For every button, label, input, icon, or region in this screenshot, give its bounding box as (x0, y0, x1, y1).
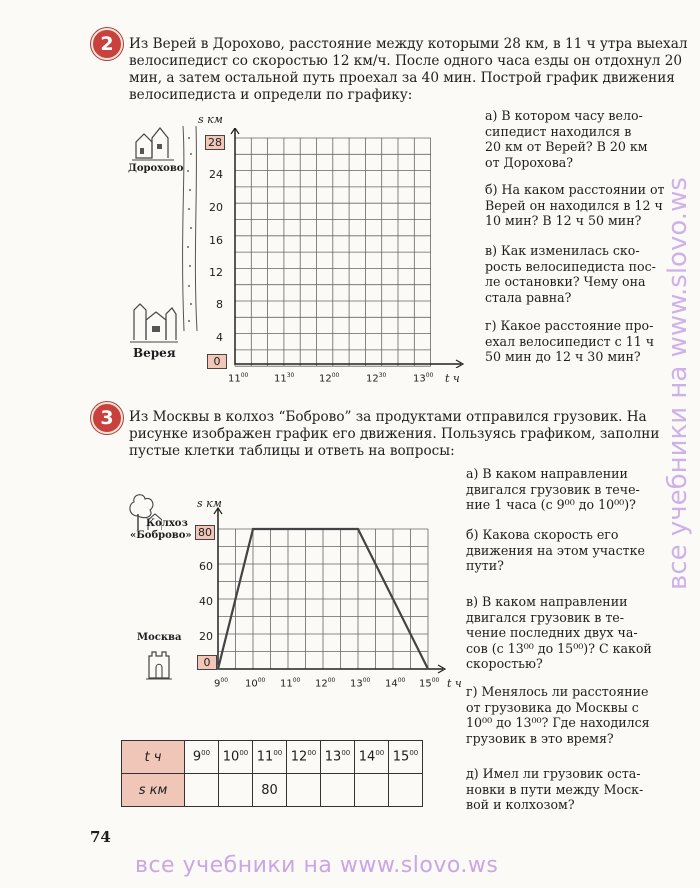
table-row-distance (122, 774, 423, 807)
chart3-data-point (287, 528, 289, 530)
table-cell-time: $10^{00}$ (219, 741, 253, 774)
problem-2-line: Из Верей в Дорохово, расстояние между которыми 28 км, в 11 ч утра выехал (129, 36, 688, 52)
chart2-grid (225, 128, 465, 368)
chart3-y-axis-label: s км (197, 497, 222, 510)
table-cell-distance[interactable]: 80 (253, 774, 287, 807)
chart3-data-point (217, 668, 219, 670)
chart2-y-tick: 20 (209, 201, 223, 214)
town-kolkhoz (130, 518, 192, 542)
problem-3-line: пустые клетки таблицы и ответь на вопросы: (129, 443, 455, 459)
table-cell-distance[interactable] (389, 774, 423, 807)
problem-3-question-a: а) В каком направлении двигался грузовик в тече- ние 1 часа (с 9⁰⁰ до 10⁰⁰)? (466, 466, 640, 512)
chart3-data-point (252, 528, 254, 530)
chart3-data-point (322, 528, 324, 530)
table-cell-time: $12^{00}$ (287, 741, 321, 774)
problem-2-line: мин, а затем остальной путь проехал за 40 мин. Построй график движения (129, 70, 675, 86)
vereya-town-icon (130, 300, 178, 344)
problem-2-question-d: г) Какое расстояние про- ехал велосипедист с 11 ч 50 мин до 12 ч 30 мин? (485, 318, 655, 364)
chart3-x-tick: $13^{00}$ (350, 677, 371, 690)
table-header-distance: s км (122, 774, 185, 807)
problem-3-question-e: д) Имел ли грузовик оста- новки в пути между Моск- вой и колхозом? (466, 766, 644, 812)
chart3-x-tick: $11^{00}$ (280, 677, 301, 690)
chart2-x-tick: $11^{30}$ (274, 372, 295, 385)
problem-2-line: велосипедиста и определи по графику: (129, 87, 413, 103)
time-distance-table (121, 740, 423, 807)
table-cell-time: $13^{00}$ (321, 741, 355, 774)
moscow-tower-icon (146, 646, 172, 680)
table-cell-distance[interactable] (185, 774, 219, 807)
chart2-y-tick: 8 (216, 298, 223, 311)
problem-3-text (129, 409, 669, 460)
chart2-y-zero-label: 0 (207, 354, 227, 369)
town-kolkhoz-line2: «Боброво» (130, 530, 192, 541)
chart3-y-top-label: 80 (195, 525, 215, 540)
problem-2-text (129, 36, 688, 104)
problem-3-line: Из Москвы в колхоз “Боброво” за продуктами отправился грузовик. На (129, 409, 647, 425)
problem-3-question-b: б) Какова скорость его движения на этом участке пути? (466, 527, 645, 573)
table-cell-time: $9^{00}$ (185, 741, 219, 774)
table-cell-time: $11^{00}$ (253, 741, 287, 774)
chart2-y-tick: 24 (209, 168, 223, 181)
table-cell-distance[interactable] (219, 774, 253, 807)
dorokhovo-village-icon (132, 124, 174, 162)
problem-3-badge: 3 (91, 402, 123, 434)
town-kolkhoz-line1: Колхоз (146, 518, 188, 529)
watermark-side: все учебники на www.slovo.ws (663, 177, 693, 590)
chart3-x-tick: $9^{00}$ (214, 677, 229, 690)
problem-2-question-b: б) На каком расстоянии от Верей он находился в 12 ч 10 мин? В 12 ч 50 мин? (485, 182, 665, 228)
chart2-x-tick: $12^{00}$ (319, 372, 340, 385)
problem-3-line: рисунке изображен график его движения. Пользуясь графиком, заполни (129, 426, 660, 442)
chart3-x-tick: $15^{00}$ (419, 677, 440, 690)
table-cell-distance[interactable] (355, 774, 389, 807)
problem-2-badge: 2 (91, 28, 123, 60)
chart3-y-zero-label: 0 (197, 655, 217, 670)
table-cell-time: $14^{00}$ (355, 741, 389, 774)
problem-2-line: велосипедист со скоростью 12 км/ч. После одного часа езды он отдохнул 20 (129, 53, 683, 69)
chart2-y-top-label: 28 (205, 135, 225, 150)
chart3-x-tick: $14^{00}$ (385, 677, 406, 690)
chart3-x-tick: $12^{00}$ (315, 677, 336, 690)
chart3-plot (212, 505, 447, 675)
chart3-x-axis-label: t ч (447, 677, 462, 690)
chart3-data-point (357, 528, 359, 530)
chart3-data-point (392, 598, 394, 600)
table-header-time: t ч (122, 741, 185, 774)
problem-3-question-d: г) Менялось ли расстояние от грузовика до Москвы с 10⁰⁰ до 13⁰⁰? Где находился грузовик в это время? (466, 684, 650, 746)
watermark-bottom: все учебники на www.slovo.ws (135, 853, 499, 878)
table-row-time (122, 741, 423, 774)
problem-2-question-a: а) В котором часу вело- сипедист находился в 20 км от Верей? В 20 км от Дорохова? (485, 108, 648, 170)
chart2-y-tick: 4 (216, 331, 223, 344)
chart2-x-axis-label: t ч (445, 372, 460, 385)
chart2-y-axis-label: s км (198, 113, 223, 126)
town-vereya: Верея (133, 346, 176, 360)
problem-2-question-c: в) Как изменилась ско- рость велосипедиста пос- ле остановки? Чему она стала равна? (485, 243, 656, 305)
chart3-y-tick: 60 (199, 560, 213, 573)
chart3-x-tick: $10^{00}$ (245, 677, 266, 690)
chart3-data-point (427, 668, 429, 670)
chart3-y-tick: 20 (199, 630, 213, 643)
chart2-x-tick: $11^{00}$ (228, 372, 249, 385)
chart2-x-tick: $13^{00}$ (413, 372, 434, 385)
table-cell-distance[interactable] (321, 774, 355, 807)
page-number: 74 (90, 828, 111, 846)
table-cell-distance[interactable] (287, 774, 321, 807)
town-dorokhovo: Дорохово (128, 163, 184, 174)
town-moscow: Москва (137, 632, 182, 643)
chart2-y-tick: 16 (209, 234, 223, 247)
chart2-y-tick: 12 (209, 266, 223, 279)
chart3-y-tick: 40 (199, 595, 213, 608)
table-cell-time: $15^{00}$ (389, 741, 423, 774)
problem-3-question-c: в) В каком направлении двигался грузовик в те- чение последних двух ча- сов (с 13⁰⁰ до 15⁰⁰)? С какой скоростью? (466, 594, 652, 671)
chart2-x-tick: $12^{30}$ (366, 372, 387, 385)
